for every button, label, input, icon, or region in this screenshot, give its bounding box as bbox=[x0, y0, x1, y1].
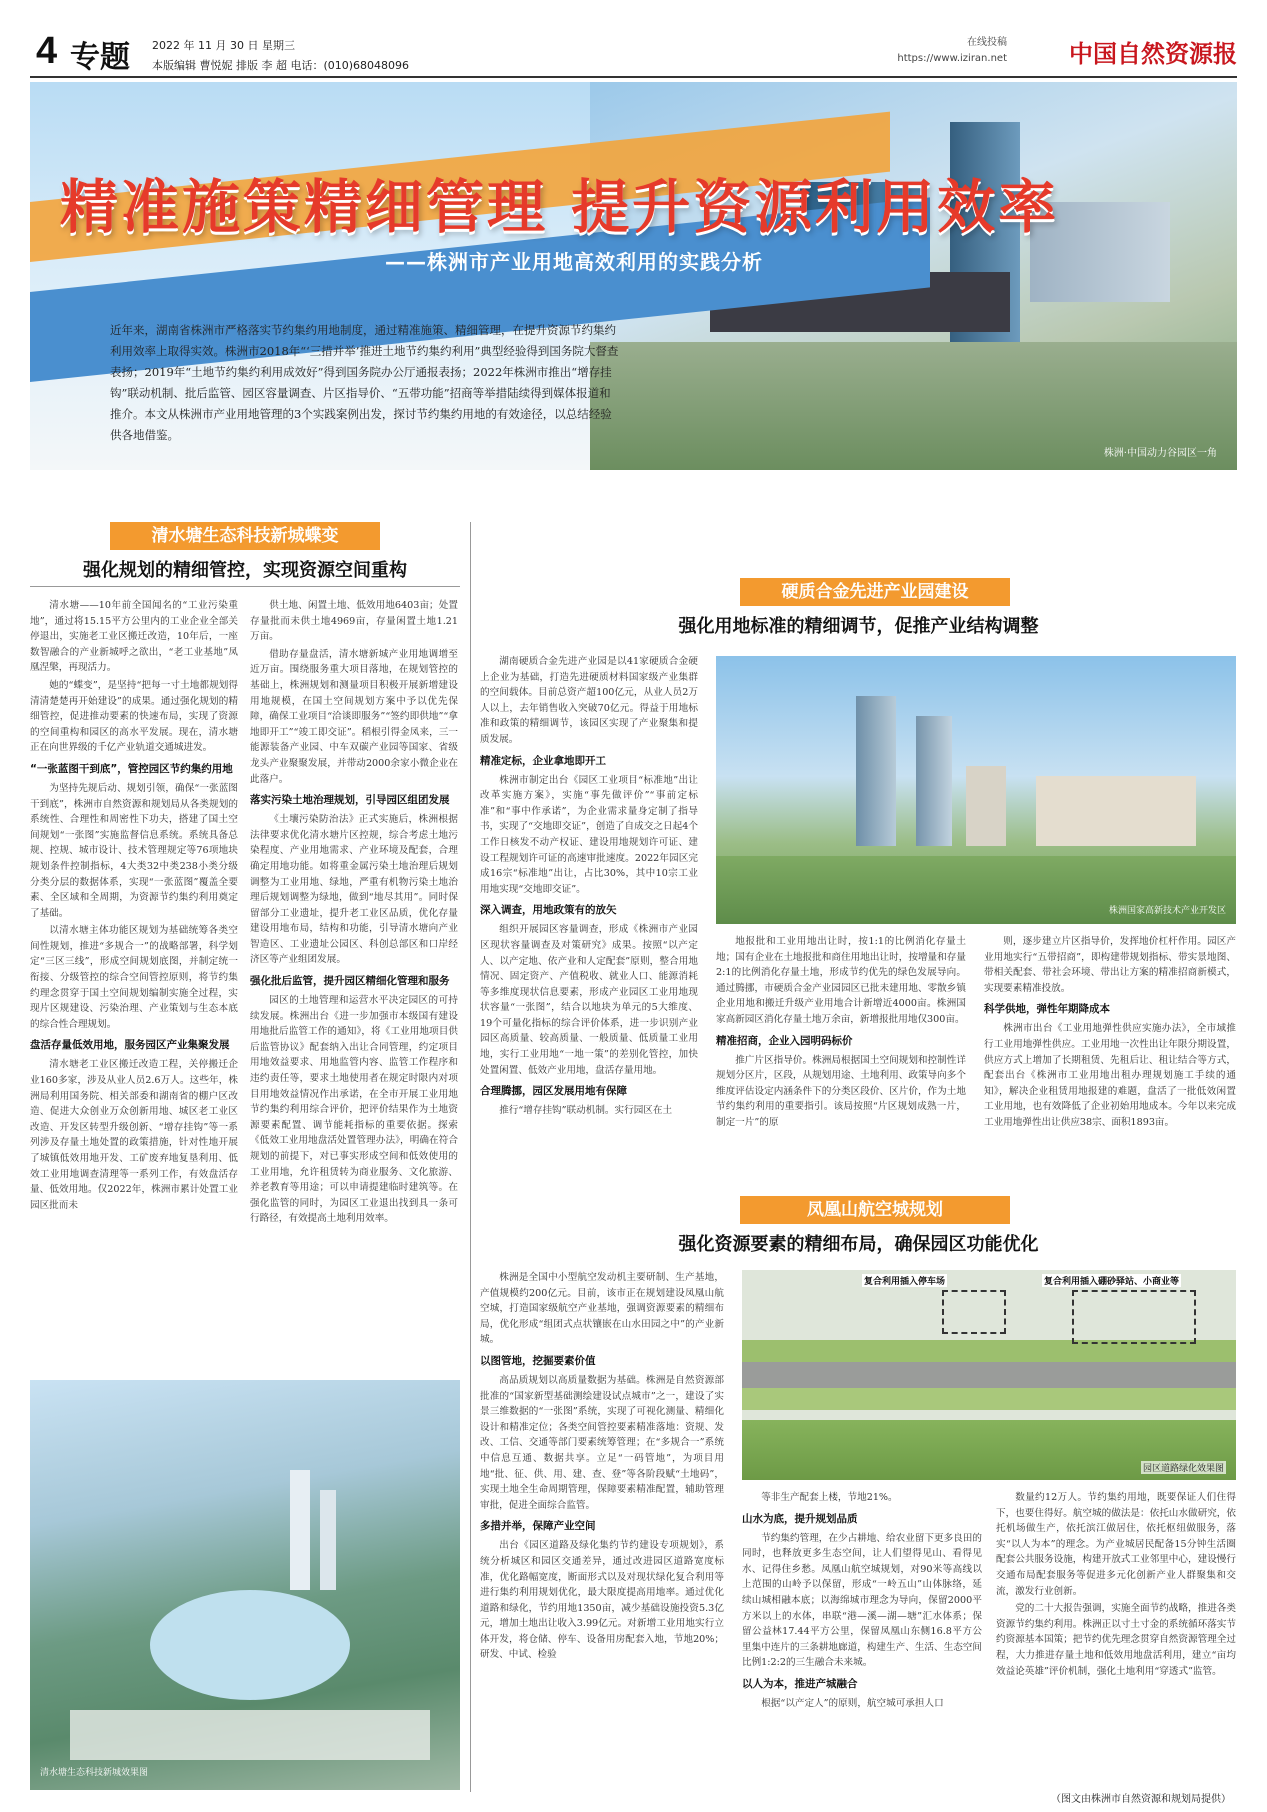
tower-shape bbox=[856, 696, 896, 846]
paragraph: 则，逐步建立片区指导价，发挥地价杠杆作用。园区产业用地实行“五带招商”，即构建带规划指标、带实景地图、带相关配套、带社会环境、带出让方案的精准招商新模式，实现要素精准投放。 bbox=[984, 936, 1236, 994]
section3-headline: 强化资源要素的精细布局，确保园区功能优化 bbox=[678, 1234, 1039, 1255]
page-number: 4 bbox=[36, 30, 58, 72]
paragraph: 园区的土地管理和运营水平决定园区的可持续发展。株洲出台《进一步加强市本级国有建设用地批后监管工作的通知》，将《工业用地项目供后监管协议》配套纳入出让合同管理，约定项目用地效益要求、用地监管内容、监管工作程序和违约责任等，要求土地使用者在规定时限内对项目用地效益情况作出承诺，在全市开展工业用地节约集约利用综合评价，把评价结果作为土地资源要素配置、调节能耗指标的重要依据。探索《低效工业用地盘活处置管理办法》，明确在符合规划的前提下，对已事实形成空间和低效使用的工业用地，允许租赁转为商业服务、文化旅游、养老教育等用途；可以申请提建临时建筑等。在强化监管的同时，为园区工业退出找到具一条可行路径，有效提高土地利用效率。 bbox=[250, 995, 458, 1225]
subheading: 落实污染土地治理规划，引导园区组团发展 bbox=[250, 794, 450, 807]
section3-map-caption: 园区道路绿化效果图 bbox=[1141, 1461, 1226, 1474]
subheading: 多措并举，保障产业空间 bbox=[480, 1520, 596, 1533]
paragraph: 高品质规划以高质量数据为基础。株洲是自然资源部批准的“国家新型基础测绘建设试点城市”之一，建设了实景三维数据的“一张图”系统，实现了可视化测量、精细化设计和精准定位；各类空间管控要素精准落地：资规、发改、工信、交通等部门要素统筹管理；在“多规合一”系统中信息互通、数据共享。立足“一码管地”，为项目用地“批、征、供、用、建、查、登”等各阶段赋“土地码”，实现土地全生命周期管理，保障要素精准配置，辅助管理审批，促进全面综合监管。 bbox=[480, 1374, 724, 1511]
section1-photo bbox=[30, 1380, 460, 1790]
paragraph: 清水塘——10年前全国闻名的“工业污染重地”，通过将15.15平方公里内的工业企业全部关停退出，实施老工业区搬迁改造，10年后，一座数智融合的产业新城呼之欲出，“老工业基地”凤凰涅槃，再现活力。 bbox=[30, 600, 238, 674]
paragraph: 为坚持先规后动、规划引领，确保“一张蓝图干到底”，株洲市自然资源和规划局从各类规划的系统性、合理性和周密性下功夫，搭建了国土空间规划“一张图”实施监督信息系统。系统具备总规、控规、城市设计、技术管理规定等76项地块规划条件控制指标，4大类32中类238小类分级分类分层的数据体系，实现“一张蓝图”覆盖全要素、全区域和全周期，为资源节约集约利用奠定了基础。 bbox=[30, 782, 238, 919]
editor-line: 本版编辑 曹悦妮 排版 李 超 电话：(010)68048096 bbox=[152, 59, 410, 72]
paragraph: 以清水塘主体功能区规划为基础统筹各类空间性规划，推进“多规合一”的战略部署，科学划定“三区三线”，形成空间规划底图，并制定统一衔接、分级管控的综合空间管控原则，将节约集约理念贯穿于国土空间规划编制实施全过程，实现片区规建设、污染治理、产业策划与生态本底的综合性合理规划。 bbox=[30, 925, 238, 1030]
paragraph: 清水塘老工业区搬迁改造工程，关停搬迁企业160多家，涉及从业人员2.6万人。这些年，株洲局利用国务院、相关部委和湖南省的棚户区改造、促进大众创业万众创新用地、城区老工业区改造、开发区转型升级创新、“增存挂钩”等一系列涉及存量土地处置的政策措施，针对性地开展了城镇低效用地开发、工矿废弃地复垦利用、低效工业用地调查清理等一系列工作，有效盘活存量、低效用地。仅2022年，株洲市累计处置工业园区批而未 bbox=[30, 1059, 238, 1211]
masthead-rule bbox=[30, 76, 1237, 78]
subheading: 合理腾挪，园区发展用地有保障 bbox=[480, 1085, 627, 1098]
section2-headline: 强化用地标准的精细调节，促推产业结构调整 bbox=[678, 616, 1039, 637]
section3-map bbox=[742, 1270, 1236, 1480]
column-divider bbox=[470, 522, 471, 1792]
tower-shape bbox=[320, 1490, 336, 1590]
section3-column-1 bbox=[480, 1270, 724, 1775]
page-subtitle: ——株洲市产业用地高效利用的实践分析 bbox=[385, 250, 763, 274]
paragraph: 湖南硬质合金先进产业园是以41家硬质合金硬上企业为基础，打造先进硬质材料国家级产业集群的空间载体。目前总资产超100亿元，从业人员2万人以上，去年销售收入突破70亿元。得益于用地标准和政策的精细调节，该园区实现了产业聚集和提质发展。 bbox=[480, 656, 698, 745]
section1-tag: 清水塘生态科技新城蝶变 bbox=[110, 522, 380, 550]
section3-tag: 凤凰山航空城规划 bbox=[740, 1196, 1010, 1224]
paragraph: 《土壤污染防治法》正式实施后，株洲根据法律要求优化清水塘片区控规，综合考虑土地污染程度、产业用地需求、产业环境及配套，合理确定用地功能。如将重金属污染土地治理后规划调整为工业用地、绿地，严重有机物污染土地治理后规划调整为绿地，做到“地尽其用”。同时保留部分工业遗址，提升老工业区品质，优化存量建设用地布局，结构和功能，引导清水塘向产业智造区、工业遗址公园区、科创总部区和口岸经济区等产业组团发展。 bbox=[250, 814, 458, 966]
parking-area-marker bbox=[942, 1290, 1006, 1334]
section1-photo-caption: 清水塘生态科技新城效果图 bbox=[40, 1768, 149, 1778]
district-blocks bbox=[70, 1710, 430, 1760]
road-shape bbox=[742, 1362, 1236, 1388]
paragraph: 地报批和工业用地出让时，按1:1的比例消化存量土地；国有企业在土地报批和商住用地出让时，按增量和存量2:1的比例消化存量土地，形成节约优先的绿色发展导向。通过腾挪，市硬质合金产业园园区已批未建用地、零散乡镇企业用地和搬迁升级产业用地合计新增近4000亩。株洲国家高新园区消化存量土地万余亩，新增报批用地仅300亩。 bbox=[716, 936, 966, 1025]
building-shape bbox=[1036, 776, 1196, 846]
paragraph: 株洲市出台《工业用地弹性供应实施办法》，全市域推行工业用地弹性供应。工业用地一次性出让年限分期设置，供应方式上增加了长期租赁、先租后让、租让结合等方式，配套出台《株洲市工业用地出租办理规划施工手续的通知》，解决企业租赁用地报建的难题，盘活了一批低效闲置工业用地，也有效降低了企业初始用地成本。今年以来完成工业用地弹性出让供应38宗、面积1893亩。 bbox=[984, 1023, 1236, 1128]
section1-rule bbox=[30, 586, 460, 587]
section2-tag: 硬质合金先进产业园建设 bbox=[740, 578, 1010, 606]
paragraph: 组织开展园区容量调查，形成《株洲市产业园区现状容量调查及对策研究》成果。按照“以产定人、以产定地、依产业和人定配套”原则，整合用地情况、固定资产、产值税收、就业人口、能源消耗等多维度现状信息要素，形成产业园区工业用地现状容量“一张图”，结合以地块为单元的5大维度、19个可量化指标的综合评价体系，进一步识别产业园区高质量、较高质量、一般质量、低质量工业用地，实行工业用地“一地一策”的差别化管控，加快处置闲置、低效产业用地，盘活存量用地。 bbox=[480, 924, 698, 1076]
map-label-post: 复合利用插入硼砂驿站、小商业等 bbox=[1042, 1274, 1181, 1287]
intro-paragraph: 近年来，湖南省株洲市严格落实节约集约用地制度，通过精准施策、精细管理，在提升资源节约集约利用效率上取得实效。株洲市2018年“‘三措并举’推进土地节约集约利用”典型经验得到国务院大督查表扬；2019年“土地节约集约利用成效好”得到国务院办公厅通报表扬；2022年株洲市推出“增存挂钩”联动机制、批后监管、园区容量调查、片区指导价、“五带功能”招商等举措陆续得到媒体报道和推介。本文从株洲市产业用地管理的3个实践案例出发，探讨节约集约用地的有效途径，以总结经验供各地借鉴。 bbox=[110, 323, 619, 442]
paragraph: 供土地、闲置土地、低效用地6403亩；处置存量批而未供土地4969亩，存量闲置土地1.21万亩。 bbox=[250, 600, 458, 643]
subheading: 精准招商，企业入园明码标价 bbox=[716, 1034, 853, 1047]
section2-column-3 bbox=[984, 934, 1236, 1184]
paragraph: 等非生产配套上楼，节地21%。 bbox=[761, 1492, 898, 1503]
subheading: 强化批后监管，提升园区精细化管理和服务 bbox=[250, 975, 450, 988]
subheading: 科学供地，弹性年期降成本 bbox=[984, 1003, 1110, 1016]
page-title: 精准施策精细管理 提升资源利用效率 bbox=[60, 173, 1060, 241]
green-strip bbox=[742, 1388, 1236, 1410]
issue-date: 2022 年 11 月 30 日 星期三 bbox=[152, 39, 295, 52]
section2-column-1 bbox=[480, 654, 698, 1184]
newspaper-logo: 中国自然资源报 bbox=[1069, 39, 1237, 68]
subheading: 深入调查，用地政策有的放矢 bbox=[480, 904, 617, 917]
post-area-marker bbox=[1072, 1290, 1196, 1344]
subheading: 精准定标，企业拿地即开工 bbox=[480, 754, 606, 767]
online-submit-label: 在线投稿 bbox=[967, 37, 1007, 48]
paragraph: 株洲是全国中小型航空发动机主要研制、生产基地，产值规模约200亿元。目前，该市正在规划建设凤凰山航空城，打造国家级航空产业基地，强调资源要素的精细布局，优化形成“组团式点状镶嵌在山水田园之中”的产业新城。 bbox=[480, 1272, 724, 1346]
masthead-right bbox=[837, 36, 1237, 76]
paragraph: 根据“以产定人”的原则，航空城可承担人口 bbox=[761, 1697, 944, 1709]
building-shape bbox=[966, 766, 1006, 846]
subheading: “一张蓝图干到底”，管控园区节约集约用地 bbox=[30, 762, 233, 775]
section1-headline: 强化规划的精细管控，实现资源空间重构 bbox=[83, 560, 407, 581]
hero-photo-caption: 株洲·中国动力谷园区一角 bbox=[1103, 448, 1217, 459]
map-label-parking: 复合利用插入停车场 bbox=[862, 1274, 947, 1287]
section2-column-2 bbox=[716, 934, 966, 1184]
paragraph: 出台《园区道路及绿化集约节约建设专项规划》，系统分析城区和园区交通差异，通过改进园区道路宽度标准，优化路幅宽度，断面形式以及对现状绿化复合利用等进行集约利用规划优化，最大限度提高用地率。通过优化道路和绿化，节约用地1350亩，减少基础设施投资5.3亿元，增加土地出让收入3.99亿元。对新增工业用地实行立体开发，将仓储、停车、设备用房配套入地，节地20%；研发、中试、检验 bbox=[480, 1540, 724, 1661]
subheading: 以图管地，挖掘要素价值 bbox=[480, 1354, 596, 1367]
paragraph: 推行“增存挂钩”联动机制。实行园区在土 bbox=[499, 1105, 673, 1117]
section3-column-3 bbox=[996, 1490, 1236, 1780]
paragraph: 她的“蝶变”，是坚持“把每一寸土地都规划得清清楚楚再开始建设”的成果。通过强化规划的精细管控，促进推动要素的快速布局，实现了资源的空间重构和园区的高水平发展。现在，清水塘正在向世界级的千亿产业轨道交通城进发。 bbox=[30, 679, 238, 754]
subheading: 以人为本，推进产城融合 bbox=[742, 1677, 858, 1690]
paragraph: 株洲市制定出台《园区工业项目“标准地”出让改革实施方案》，实施“事先做评价”“事前定标准”和“事中作承诺”，为企业需求量身定制了指导书，实现了“交地即交证”，创造了自成交之日起4个工作日核发不动产权证、建设用地规划许可证、建设工程规划许可证的高速审批速度。2022年园区完成16宗“标准地”出让，占比30%，其中10宗工业用地实现“交地即交证”。 bbox=[480, 774, 698, 895]
subheading: 盘活存量低效用地，服务园区产业集聚发展 bbox=[30, 1039, 230, 1052]
paragraph: 数量约12万人。节约集约用地，既要保证人们住得下，也要住得好。航空城的做法是：依托山水做研究，依托机场做生产，依托滨江做居住，依托枢纽做服务，落实“以人为本”的理念。为产业城居民配备15分钟生活圈配套公共服务设施，构建开放式工业邻里中心，建设慢行交通布局配套服务等促进多元化创新产业人群聚集和交流，激发行业创新。 bbox=[996, 1492, 1236, 1597]
section1-column-1 bbox=[30, 598, 238, 1366]
tower-shape bbox=[916, 716, 952, 846]
section-name: 专题 bbox=[70, 40, 130, 75]
photo-credit: （图文由株洲市自然资源和规划局提供） bbox=[1051, 1794, 1231, 1805]
section1-column-2 bbox=[250, 598, 458, 1366]
section2-photo-caption: 株洲国家高新技术产业开发区 bbox=[1108, 906, 1226, 916]
section2-photo bbox=[716, 656, 1236, 924]
section3-column-2 bbox=[742, 1490, 982, 1775]
paragraph: 节约集约管理，在少占耕地、给农业留下更多良田的同时，也释放更多生态空间，让人们望得见山、看得见水、记得住乡愁。凤凰山航空城规划，对90米等高线以上范围的山岭予以保留，形成“一岭五山”山体脉络，延续山城相融本底；以海绵城市理念为导向，保留2000平方米以上的水体，串联“港—溪—湖—塘”汇水体系；保留公益林17.44平方公里，保留凤凰山东侧16.8平方公里集中连片的三条耕地廊道，构建生产、生活、生态空间比例1:2:2的三生融合未来城。 bbox=[742, 1532, 982, 1669]
tower-shape bbox=[290, 1470, 310, 1590]
masthead-meta bbox=[152, 36, 409, 76]
paragraph: 推广片区指导价。株洲局根据国土空间规划和控制性详规划分区片，区段，从规划用途、土地利用、政策导向多个维度评估设定内涵条件下的分类区段价、区片价，作为土地节约集约利用的重要指引。该局按照“片区规划成熟一片，制定一片”的原 bbox=[716, 1054, 966, 1128]
paragraph: 借助存量盘活，清水塘新城产业用地调增至近万亩。围绕服务重大项目落地，在规划管控的基础上，株洲规划和测量项目积极开展新增建设用地规模，在国土空间规划方案中予以优先保障，确保工业项目“洽谈即服务”“签约即供地”“拿地即开工”“竣工即交证”。稻根引得金凤来，三一能源装备产业园、中车双碳产业园等国家、省级龙头产业聚聚发展，并带动2000余家小微企业在此落户。 bbox=[250, 648, 458, 785]
lake-shape bbox=[150, 1590, 350, 1700]
online-submit-url[interactable]: https://www.iziran.net bbox=[897, 53, 1007, 64]
paragraph: 党的二十大报告强调，实施全面节约战略，推进各类资源节约集约利用。株洲正以寸土寸金的系统循环落实节约资源基本国策；把节约优先理念贯穿自然资源管理全过程，大力推进存量土地和低效用地盘活利用，建立“亩均效益论英雄”评价机制，强化土地利用“穿透式”监管。 bbox=[996, 1603, 1236, 1677]
subheading: 山水为底，提升规划品质 bbox=[742, 1512, 858, 1525]
